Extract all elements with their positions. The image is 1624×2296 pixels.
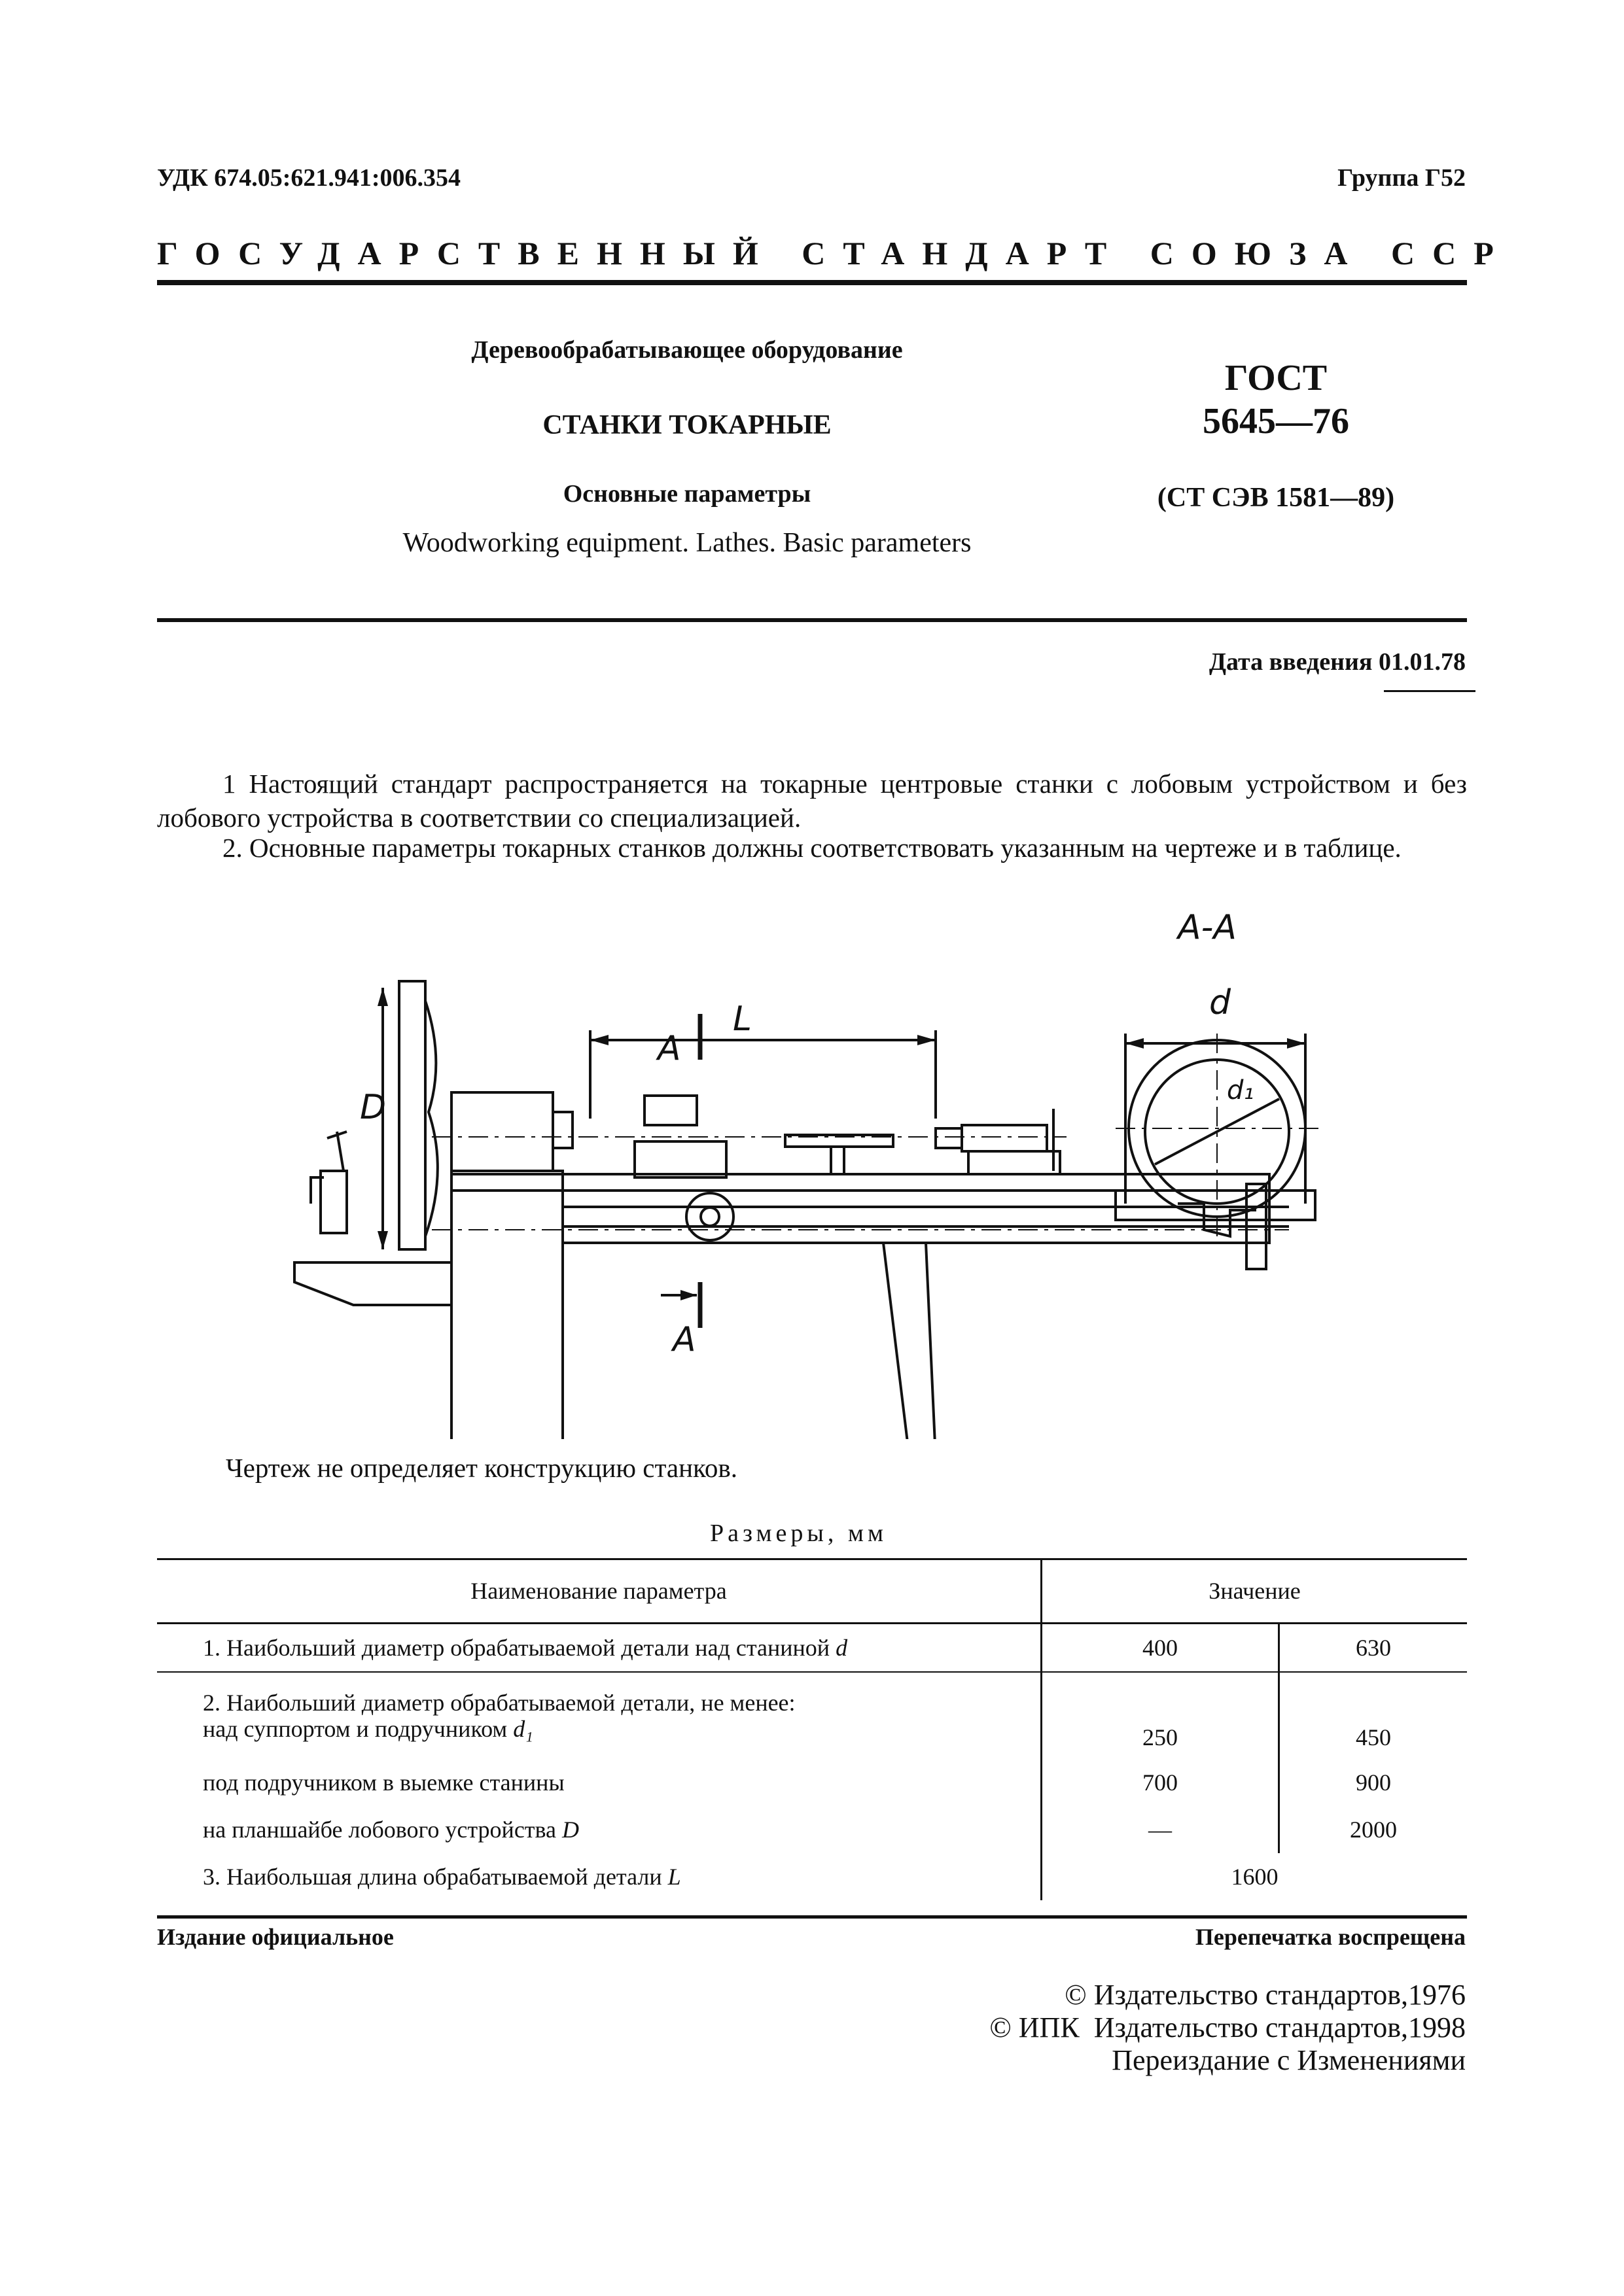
reissue-line: Переиздание с Изменениями [1112,2044,1466,2076]
value-cell: 1600 [1231,1864,1279,1890]
carriage [635,1141,726,1177]
value-cell: 900 [1356,1769,1391,1796]
parameters-table [157,1559,1467,1900]
lathe-drawing [281,896,1354,1439]
title-rule [157,618,1467,622]
tailstock-quill [962,1125,1047,1151]
param-symbol: d [836,1635,848,1661]
gost-number: 5645—76 [1203,401,1349,442]
footer-rule [157,1915,1467,1919]
section-label: А-А [1178,908,1237,947]
param-symbol: D [562,1817,580,1843]
date-underline [1384,690,1475,692]
edition-label: Издание официальное [157,1924,394,1950]
dim-label-l: L [733,1000,752,1039]
faceplate [399,981,425,1249]
header-rule [157,280,1467,285]
value-cell: 2000 [1350,1817,1397,1843]
standard-name: СТАНКИ ТОКАРНЫЕ [542,410,832,440]
faceplate-profile [425,1001,438,1236]
param-text: 3. Наибольшая длина обрабатываемой детали [203,1864,662,1890]
title-block [262,327,1112,569]
col-header-value: Значение [1042,1559,1468,1624]
copyright-block [989,1979,1466,2077]
paragraph-1: 1 Настоящий стандарт распространяется на токарные центровые станки с лобовым устройством и без лобового устройства в соответствии со специализацией. [157,769,1467,833]
dim-label-d: d [1209,983,1231,1022]
tool-rest-post [321,1171,347,1233]
param-symbol: d₁ [513,1716,533,1742]
standard-category: Деревообрабатывающее оборудование [471,336,903,364]
dim-label-d1: d₁ [1227,1075,1254,1105]
value-cell: — [1042,1806,1279,1853]
value-cell: 450 [1279,1672,1468,1759]
param-name [157,1672,1042,1759]
param-name: под подручником в выемке станины [157,1759,1042,1806]
drawing-note: Чертеж не определяет конструкцию станков. [226,1453,737,1483]
paragraph-2: 2. Основные параметры токарных станков должны соответствовать указанным на чертеже и в таблице. [222,833,1402,863]
standard-english-title: Woodworking equipment. Lathes. Basic parameters [402,528,972,558]
tool-post [644,1096,697,1125]
headstock [451,1092,553,1171]
arrow-l-left [590,1035,609,1045]
arrow-d-bottom [378,1231,388,1249]
gost-block [1139,357,1413,513]
param-text: на планшайбе лобового устройства [203,1817,557,1843]
arrow-d-top [378,988,388,1006]
tailstock-center [936,1128,962,1148]
param-text: над суппортом и подручником [203,1716,508,1742]
table-row [157,1853,1467,1900]
col-header-param: Наименование параметра [157,1559,1042,1624]
table-row [157,1624,1467,1673]
cut-label-bottom: А [673,1320,696,1359]
state-standard-heading: ГОСУДАРСТВЕННЫЙ СТАНДАРТ СОЮЗА ССР [157,235,1511,271]
table-row [157,1759,1467,1806]
table-row [157,1672,1467,1759]
table-units: Размеры, мм [710,1520,888,1547]
arrow-dd-right [1287,1038,1305,1049]
cross-slide-post [831,1148,844,1174]
handwheel [686,1193,733,1240]
group-code: Группа Г52 [1337,164,1466,192]
right-leg [883,1243,936,1439]
param-name [157,1853,1042,1900]
arrow-section-bottom [680,1290,697,1300]
intro-date-label: Дата введения [1209,648,1373,676]
handwheel-hub [701,1208,719,1226]
intro-date-value: 01.01.78 [1379,648,1466,676]
intro-date [1209,648,1466,676]
dim-label-d-cap: D [360,1088,387,1127]
standard-subtitle: Основные параметры [563,480,811,508]
spindle [553,1112,573,1148]
tool-rest-arm [327,1132,347,1171]
param-symbol: L [667,1864,681,1890]
cut-label-top: А [658,1029,681,1068]
reprint-notice: Перепечатка воспрещена [1195,1924,1466,1950]
gost-label: ГОСТ [1224,358,1328,398]
table-row [157,1806,1467,1853]
tailstock-body [968,1151,1060,1174]
value-cell: 250 [1042,1672,1279,1759]
value-cell: 630 [1356,1635,1391,1661]
arrow-l-right [917,1035,936,1045]
copyright-line: © Издательство стандартов,1976 [1065,1979,1466,2011]
value-cell: 700 [1042,1759,1279,1806]
arrow-dd-left [1125,1038,1144,1049]
value-cell: 400 [1042,1624,1279,1673]
param-text: 1. Наибольший диаметр обрабатываемой детали над станиной [203,1635,830,1661]
faceplate-base [294,1262,451,1305]
udk-code: УДК 674.05:621.941:006.354 [157,164,461,192]
param-text: 2. Наибольший диаметр обрабатываемой детали, не менее: [203,1690,796,1716]
param-name [157,1806,1042,1853]
sev-reference: (СТ СЭВ 1581—89) [1157,483,1395,513]
copyright-line: © ИПК Издательство стандартов,1998 [989,2011,1466,2044]
headstock-cabinet [451,1171,563,1439]
param-name [157,1624,1042,1673]
